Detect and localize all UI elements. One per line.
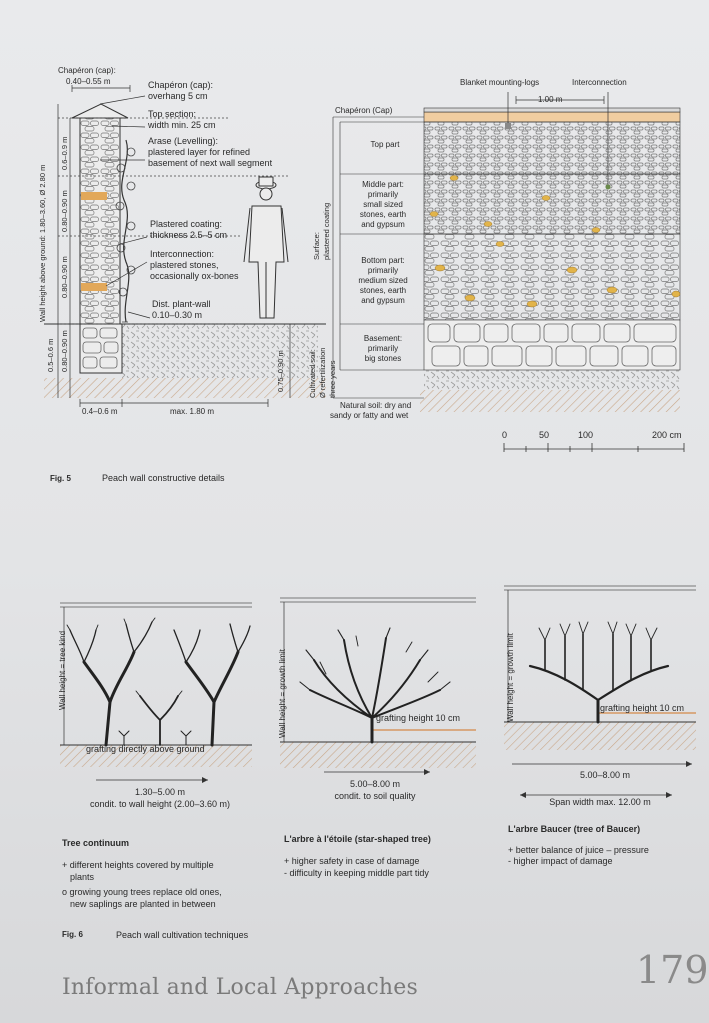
surface-label: Surface: [312,232,321,260]
panel3-dim-2: Span width max. 12.00 m [549,797,651,807]
dim-06-09-label: 0.6–0.9 m [60,136,69,170]
panel3-dim-1: 5.00–8.00 m [579,770,631,780]
cultivated-soil-label-1: Cultivated soil: [308,349,317,398]
middle-part-label-1: Middle part: [362,180,404,189]
natural-soil-label-2: sandy or fatty and wet [330,411,409,420]
scale-100-label: 100 [578,430,594,440]
fig5-number: Fig. 5 [50,474,71,483]
panel2-bullet-2: - difficulty in keeping middle part tidy [284,868,429,878]
panel2-grafting-label: grafting height 10 cm [376,713,461,723]
bottom-dim-max-label: max. 1.80 m [170,407,215,416]
basement-label-1: Basement: [363,334,403,343]
panel2-dim-2: condit. to soil quality [334,791,416,801]
panel1-grafting-label: grafting directly above ground [86,744,205,754]
interconnection-top-label: Interconnection [572,78,627,87]
cap-title-label: Chapéron (cap): [58,66,116,75]
panel3-title: L'arbre Baucer (tree of Baucer) [508,824,641,834]
dim-100-label: 1.00 m [538,95,563,104]
panel2-dim-1: 5.00–8.00 m [349,779,401,789]
distance-label-2: 0.10–0.30 m [152,310,203,320]
arase-label-2: plastered layer for refined [148,147,251,157]
top-part-label: Top part [370,140,400,149]
panel2-title: L'arbre à l'étoile (star-shaped tree) [284,834,431,844]
panel1-drawing [60,603,252,783]
scale-200-label: 200 cm [652,430,682,440]
cultivated-soil-label-2: Ø refertilization [318,347,327,398]
wall-height-label: Wall height above ground: 1.80–3.60, Ø 2.80 m [38,164,47,322]
arase-label-3: basement of next wall segment [148,158,273,168]
panel1-bullet-2a: o growing young trees replace old ones, [62,887,222,897]
fig5-caption: Peach wall constructive details [102,473,225,483]
scale-50-label: 50 [539,430,550,440]
panel1-bullet-1b: plants [70,872,95,882]
interconnection-label-2: plastered stones, [150,260,219,270]
panel1-dim-2: condit. to wall height (2.00–3.60 m) [89,799,231,809]
panel2-vertical-label: Wall height = growth limit [278,649,287,738]
middle-part-label-4: stones, earth [359,210,407,219]
arase-label-1: Arase (Levelling): [148,136,219,146]
dim-080-090c-label: 0.80–0.90 m [60,330,69,372]
top-section-label-1: Top section: [148,109,197,119]
top-section-label-2: width min. 25 cm [148,120,216,130]
panel1-bullet-1a: + different heights covered by multiple [62,860,214,870]
interconnection-label-3: occasionally ox-bones [150,271,239,281]
basement-label-3: big stones [364,354,402,363]
blanket-logs-label: Blanket mounting-logs [460,78,540,87]
bottom-part-label-3: medium sized [358,276,408,285]
cap-overhang-label-2: overhang 5 cm [148,91,208,101]
panel2-bullet-1: + higher safety in case of damage [284,856,420,866]
panel3-vertical-label: Wall height = growth limit [506,633,515,722]
panel3-drawing [504,586,696,798]
fig6-number: Fig. 6 [62,930,83,939]
chaperon-cap-label: Chapéron (Cap) [335,106,393,115]
bottom-dim-left-label: 0.4–0.6 m [82,407,118,416]
middle-part-label-5: and gypsum [361,220,405,229]
middle-part-label-2: primarily [367,190,399,199]
natural-soil-label-1: Natural soil: dry and [340,401,412,410]
cultivated-soil-label-3: three years [328,360,337,398]
panel1-bullet-2b: new saplings are planted in between [70,899,216,909]
basement-label-2: primarily [367,344,399,353]
bottom-part-label-4: stones, earth [359,286,407,295]
panel3-bullet-2: - higher impact of damage [508,856,613,866]
cap-range-label: 0.40–0.55 m [66,77,111,86]
distance-label-1: Dist. plant-wall [152,299,211,309]
panel2-drawing [280,598,476,775]
footer-title: Informal and Local Approaches [62,975,418,1000]
panel3-bullet-1: + better balance of juice – pressure [508,845,649,855]
panel3-grafting-label: grafting height 10 cm [600,703,685,713]
scale-0-label: 0 [502,430,508,440]
bottom-part-label-1: Bottom part: [361,256,405,265]
bottom-part-label-2: primarily [367,266,399,275]
bottom-part-label-5: and gypsum [361,296,405,305]
surface-label-2: plastered coating [322,202,331,260]
dim-080-090b-label: 0.80–0.90 m [60,256,69,298]
dim-080-090a-label: 0.80–0.90 m [60,190,69,232]
plastered-label-2: thickness 2.5–5 cm [150,230,228,240]
dim-05-06-label: 0.5–0.6 m [46,338,55,372]
page-number: 179 [636,948,709,992]
cap-overhang-label-1: Chapéron (cap): [148,80,214,90]
dim-075-090-label: 0.75–0.90 m [276,350,285,392]
panel1-title: Tree continuum [62,838,130,848]
panel1-dim-1: 1.30–5.00 m [134,787,186,797]
middle-part-label-3: small sized [363,200,403,209]
plastered-label-1: Plastered coating: [150,219,223,229]
interconnection-label-1: Interconnection: [150,249,215,259]
fig6-caption: Peach wall cultivation techniques [116,930,249,940]
panel1-vertical-label: Wall height = tree kind [58,630,67,710]
